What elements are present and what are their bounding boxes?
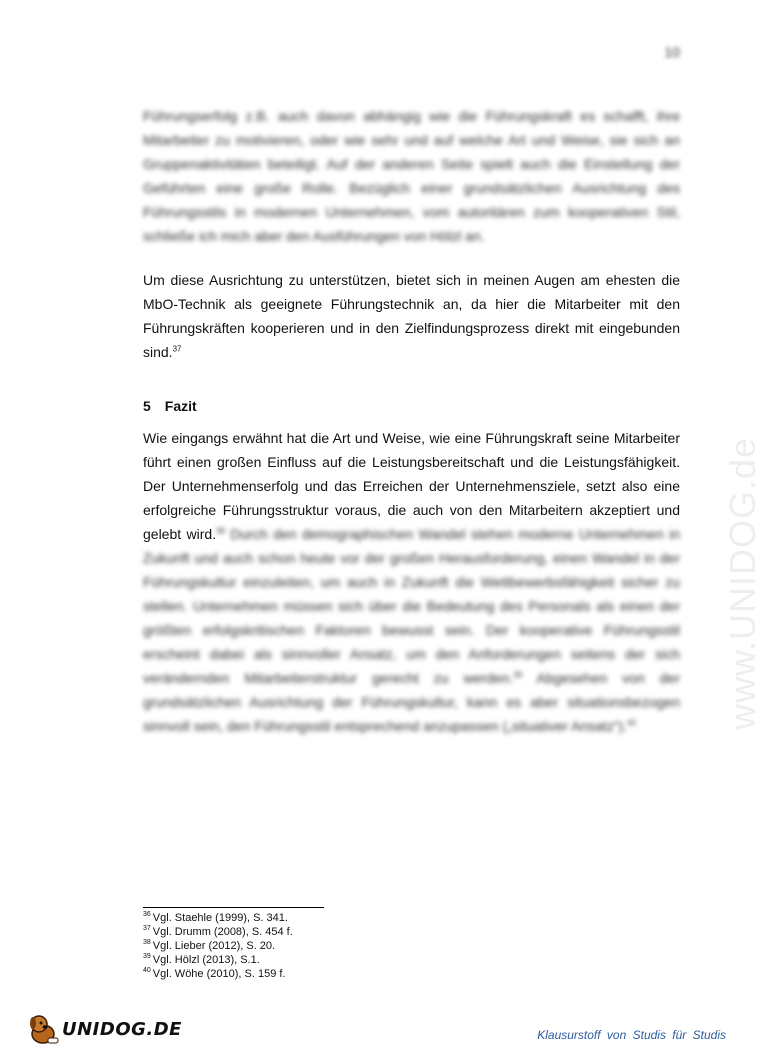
- footnote-divider: [143, 907, 324, 908]
- footnote-ref: 38: [216, 526, 225, 536]
- footnote-text: Vgl. Hölzl (2013), S.1.: [152, 954, 260, 966]
- watermark: [690, 275, 763, 730]
- section-heading: [143, 398, 197, 414]
- footnote-text: Vgl. Staehle (1999), S. 341.: [152, 912, 288, 924]
- section-number: 5: [143, 398, 151, 414]
- footnote-ref: 40: [627, 718, 636, 728]
- page-number: 10: [664, 44, 680, 60]
- paragraph-text: Wie eingangs erwähnt hat die Art und Weise, wie eine Führungskraft seine Mitarbeiter führt einen großen Einfluss auf die Leistungsbereitschaft und die Leistungsfähigkeit. Der Unternehmenserfolg und das Erreichen der Unternehmensziele, setzt also eine erfolgreiche Führungsstruktur voraus, die auch von den Mitarbeitern akzeptiert und gelebt wird.: [143, 430, 680, 542]
- paragraph-mbo: [143, 268, 680, 364]
- logo-text: UNIDOG.DE: [62, 1018, 182, 1040]
- footnote-ref: 37: [172, 344, 182, 354]
- paragraph-text: Um diese Ausrichtung zu unterstützen, bietet sich in meinen Augen am ehesten die MbO-Technik als geeignete Führungstechnik an, da hier die Mitarbeiter mit den Führungskräften kooperieren und in den Zielfindungsprozess direkt mit eingebunden sind.: [143, 272, 680, 360]
- footnote-item: [143, 925, 293, 939]
- tagline: Klausurstoff von Studis für Studis: [537, 1028, 726, 1042]
- paragraph-text-blurred: Abgesehen von der grundsätzlichen Ausrichtung der Führungskultur, kann es aber situationsbezogen sinnvoll sein, den Führungsstil entsprechend anzupassen („situativer Ansatz“).: [143, 670, 680, 734]
- footnote-number: 39: [143, 953, 151, 961]
- footnote-ref: 39: [513, 670, 523, 680]
- footnote-number: 40: [143, 967, 151, 975]
- footnote-text: Vgl. Wöhe (2010), S. 159 f.: [152, 968, 286, 980]
- footnote-number: 38: [143, 939, 151, 947]
- watermark-text: www.UNIDOG.de: [722, 436, 763, 730]
- footnote-text: Vgl. Drumm (2008), S. 454 f.: [152, 926, 293, 938]
- footnote-text: Vgl. Lieber (2012), S. 20.: [152, 940, 276, 952]
- footnote-item: [143, 911, 293, 925]
- footnote-list: [143, 911, 293, 981]
- footnote-item: [143, 967, 293, 981]
- paragraph-blurred-top: [143, 104, 680, 248]
- paragraph-text: Führungserfolg z.B. auch davon abhängig wie die Führungskraft es schafft, ihre Mitarbeiter zu motivieren, oder wie sehr und auf welche Art und Weise, sie sich an Gruppenaktivitäten beteiligt. Auf der anderen Seite spielt auch die Einstellung der Geführten eine große Rolle. Bezüglich einer grundsätzlichen Ausrichtung des Führungsstils in modernen Unternehmen, vom autoritären zum kooperativen Stil, schließe ich mich aber den Ausführungen von Hölzl an.: [143, 108, 680, 244]
- paragraph-text-blurred: Durch den demographischen Wandel stehen moderne Unternehmen in Zukunft und auch schon heute vor der großen Herausforderung, einen Wandel in der Führungskultur einzuleiten, um auch in Zukunft die Wettbewerbsfähigkeit sicher zu stellen. Unternehmen müssen sich über die Bedeutung des Personals als einen der größten erfolgskritischen Faktoren bewusst sein. Der kooperative Führungsstil erscheint dabei als sinnvoller Ansatz, um den Anforderungen seitens der sich verändernden Mitarbeiterstruktur gerecht zu werden.: [143, 526, 681, 686]
- footnote-item: [143, 939, 293, 953]
- section-title: Fazit: [164, 398, 197, 414]
- dog-icon: [26, 1012, 60, 1046]
- unidog-logo: [26, 1012, 182, 1046]
- footnote-item: [143, 953, 293, 967]
- footnote-number: 36: [143, 911, 151, 919]
- footnote-number: 37: [143, 925, 151, 933]
- paragraph-fazit: [143, 426, 680, 738]
